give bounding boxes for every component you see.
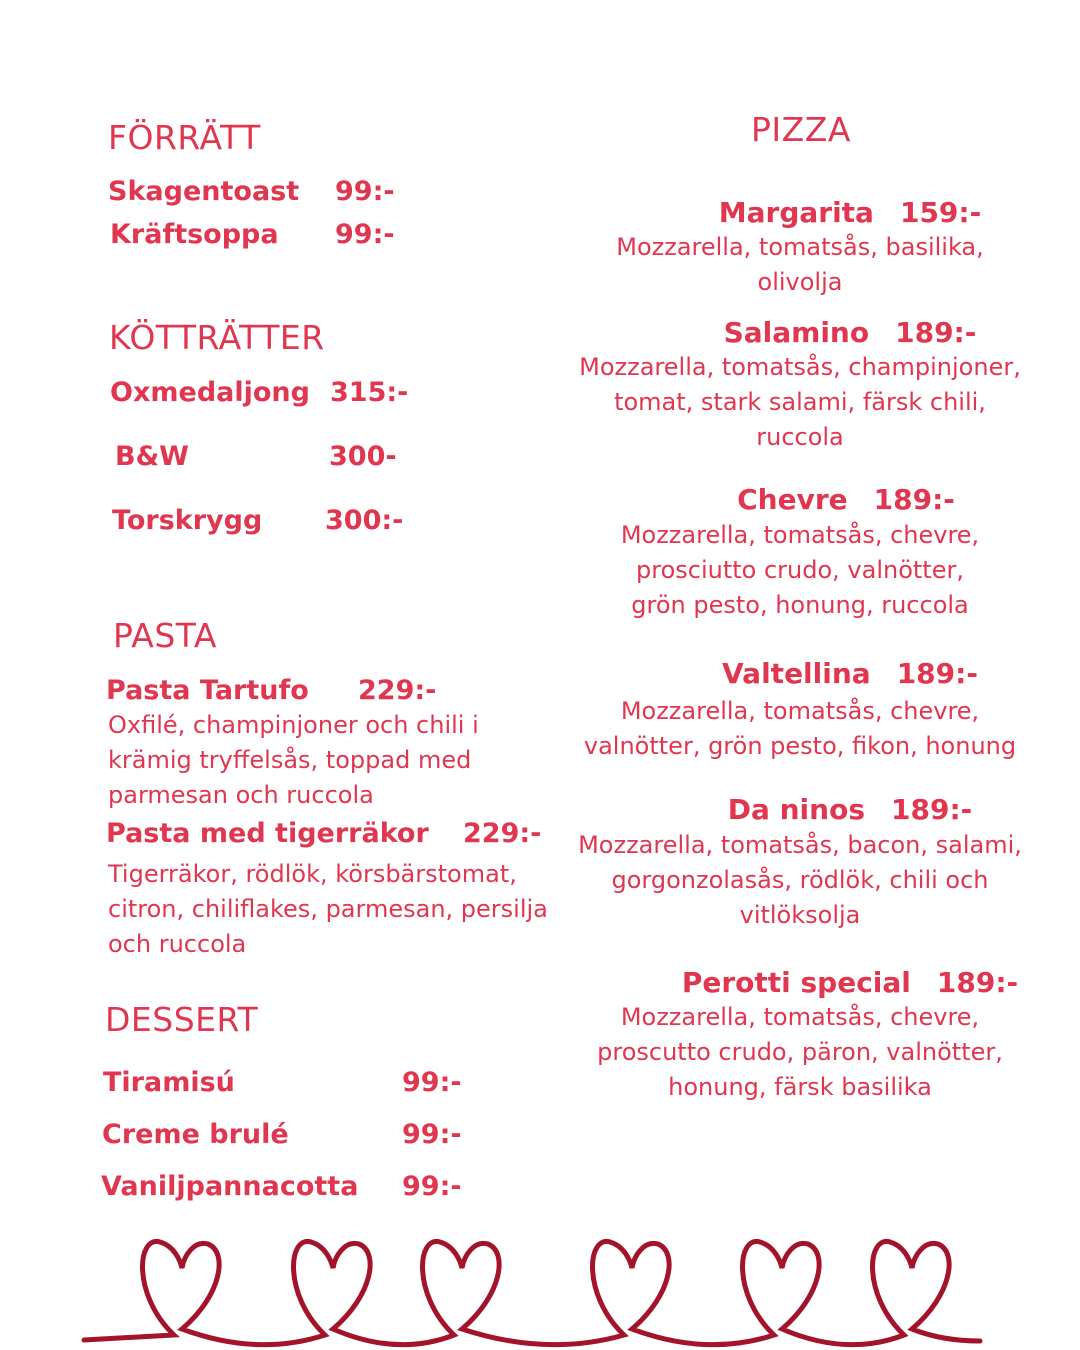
- menu-item-price: 300-: [329, 441, 397, 472]
- section-title-dessert: DESSERT: [105, 1000, 259, 1039]
- menu-item-name: Salamino: [723, 316, 870, 349]
- menu-item-name: Pasta med tigerräkor: [106, 818, 429, 849]
- menu-item-price: 229:-: [463, 818, 542, 849]
- menu-item-price: 99:-: [402, 1067, 462, 1098]
- menu-item-price: 229:-: [358, 675, 437, 706]
- menu-item-price: 189:-: [873, 483, 955, 516]
- menu-item-name: B&W: [115, 441, 189, 472]
- section-title-pasta: PASTA: [113, 616, 217, 655]
- menu-item-description: Oxfilé, champinjoner och chili i krämig tryffelsås, toppad med parmesan och ruccola: [108, 711, 479, 809]
- pizza-title: [606, 483, 1080, 516]
- pizza-title: [610, 196, 1080, 229]
- menu-item-description: Mozzarella, tomatsås, basilika, olivolja: [616, 233, 984, 296]
- menu-item-price: 99:-: [335, 176, 395, 207]
- pizza-title: [610, 966, 1080, 999]
- menu-item-name: Kräftsoppa: [110, 219, 279, 250]
- section-title-forratt: FÖRRÄTT: [108, 118, 261, 157]
- pizza-title: [610, 316, 1080, 349]
- pizza-title: [610, 657, 1080, 690]
- menu-item-name: Da ninos: [727, 793, 865, 826]
- menu-item-name: Pasta Tartufo: [106, 675, 309, 706]
- menu-item-name: Margarita: [718, 196, 874, 229]
- menu-item-price: 189:-: [895, 316, 977, 349]
- menu-item-price: 315:-: [330, 377, 409, 408]
- menu-item-price: 300:-: [325, 505, 404, 536]
- section-title-kottratter: KÖTTRÄTTER: [109, 318, 325, 357]
- menu-item-description: Mozzarella, tomatsås, chevre, prosciutto crudo, valnötter, grön pesto, honung, ruccola: [620, 521, 980, 619]
- menu-item-name: Perotti special: [681, 966, 911, 999]
- menu-item-description: Mozzarella, tomatsås, champinjoner, tomat, stark salami, färsk chili, ruccola: [579, 353, 1021, 451]
- menu-item-name: Oxmedaljong: [110, 377, 310, 408]
- menu-item-name: Torskrygg: [112, 505, 263, 536]
- hearts-line-icon: [0, 1220, 1080, 1350]
- menu-item-name: Chevre: [737, 483, 848, 516]
- menu-item-price: 189:-: [891, 793, 973, 826]
- menu-item-description: Tigerräkor, rödlök, körsbärstomat, citron, chiliflakes, parmesan, persilja och ruccola: [108, 860, 548, 958]
- menu-item-description: Mozzarella, tomatsås, bacon, salami, gorgonzolasås, rödlök, chili och vitlöksolja: [578, 831, 1022, 929]
- menu-item-description: Mozzarella, tomatsås, chevre, proscutto crudo, päron, valnötter, honung, färsk basilika: [597, 1003, 1003, 1101]
- menu-item-name: Valtellina: [722, 657, 871, 690]
- menu-item-price: 189:-: [896, 657, 978, 690]
- menu-item-description: Mozzarella, tomatsås, chevre, valnötter, grön pesto, fikon, honung: [583, 697, 1017, 760]
- section-title-pizza: PIZZA: [751, 110, 851, 149]
- menu-item-price: 99:-: [335, 219, 395, 250]
- menu-item-price: 189:-: [936, 966, 1019, 999]
- menu-item-name: Tiramisú: [103, 1067, 235, 1098]
- menu-item-price: 159:-: [899, 196, 982, 229]
- menu-item-price: 99:-: [402, 1119, 462, 1150]
- menu-item-name: Skagentoast: [108, 176, 300, 207]
- menu-item-name: Creme brulé: [102, 1119, 289, 1150]
- pizza-title: [610, 793, 1080, 826]
- menu-item-price: 99:-: [402, 1171, 462, 1202]
- menu-item-name: Vaniljpannacotta: [101, 1171, 359, 1202]
